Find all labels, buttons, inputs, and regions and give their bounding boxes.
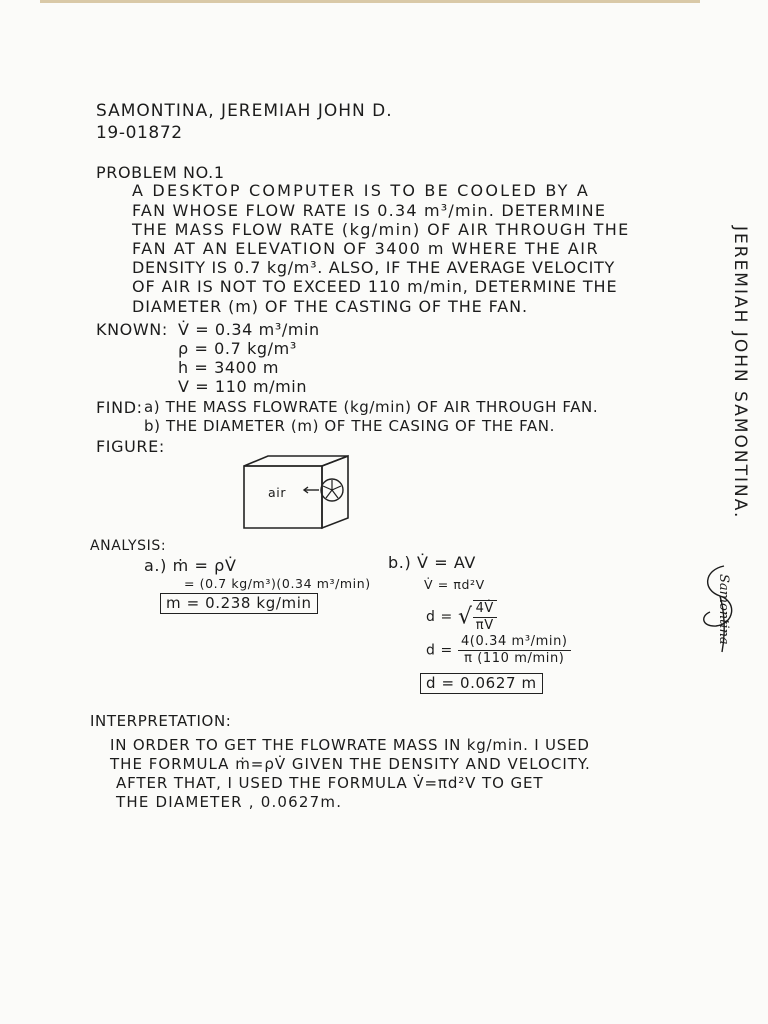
find-item-b: b) THE DIAMETER (m) OF THE CASING OF THE FAN. (144, 417, 555, 435)
figure-air-label: air (268, 485, 287, 500)
known-velocity: V = 110 m/min (178, 377, 308, 396)
find-label: FIND: (96, 398, 143, 417)
fraction-denominator: π (110 m/min) (464, 651, 565, 666)
interpretation-line-4: THE DIAMETER , 0.0627m. (116, 793, 343, 811)
analysis-a-substitution: = (0.7 kg/m³)(0.34 m³/min) (184, 576, 371, 591)
fraction-numerator: 4(0.34 m³/min) (458, 634, 571, 651)
problem-line-3: THE MASS FLOW RATE (kg/min) OF AIR THROUGH THE (132, 220, 630, 239)
interpretation-line-2: THE FORMULA ṁ=ρV̇ GIVEN THE DENSITY AND VELOCITY. (110, 755, 591, 773)
analysis-b-sqrt-fraction (473, 600, 497, 634)
analysis-b-formula-expanded: V̇ = πd²V (424, 577, 485, 592)
analysis-b-d-prefix-2: d = (426, 642, 453, 659)
paper-top-edge (40, 0, 700, 3)
problem-title: PROBLEM NO.1 (96, 163, 225, 182)
problem-line-1: A DESKTOP COMPUTER IS TO BE COOLED BY A (132, 181, 591, 200)
known-elevation: h = 3400 m (178, 358, 280, 377)
analysis-a-formula: a.) ṁ = ρV̇ (144, 556, 237, 575)
known-label: KNOWN: (96, 320, 168, 339)
problem-line-6: OF AIR IS NOT TO EXCEED 110 m/min, DETERMINE THE (132, 277, 618, 296)
analysis-b-substitution (426, 634, 571, 667)
fan-box-figure (238, 452, 358, 532)
figure-label: FIGURE: (96, 437, 165, 456)
known-density: ρ = 0.7 kg/m³ (178, 339, 297, 358)
signature-name: Samontina (716, 574, 731, 645)
analysis-label: ANALYSIS: (90, 538, 167, 554)
interpretation-line-1: IN ORDER TO GET THE FLOWRATE MASS IN kg/min. I USED (110, 736, 590, 754)
analysis-b-sqrt-expression (426, 600, 497, 634)
problem-line-5: DENSITY IS 0.7 kg/m³. ALSO, IF THE AVERAGE VELOCITY (132, 258, 616, 277)
sqrt-icon: √ (457, 604, 473, 630)
sqrt-numerator: 4V̇ (473, 601, 497, 618)
problem-line-2: FAN WHOSE FLOW RATE IS 0.34 m³/min. DETERMINE (132, 201, 607, 220)
known-flow-rate: V̇ = 0.34 m³/min (178, 320, 320, 339)
problem-line-4: FAN AT AN ELEVATION OF 3400 m WHERE THE AIR (132, 239, 600, 258)
analysis-a-result: m = 0.238 kg/min (160, 593, 318, 614)
analysis-b-result: d = 0.0627 m (420, 673, 543, 694)
analysis-b-fraction (458, 634, 571, 667)
problem-line-7: DIAMETER (m) OF THE CASTING OF THE FAN. (132, 297, 528, 316)
vertical-full-name: JEREMIAH JOHN SAMONTINA. (730, 226, 750, 520)
student-id: 19-01872 (96, 123, 183, 143)
analysis-b-d-prefix: d = (426, 609, 453, 625)
interpretation-label: INTERPRETATION: (90, 712, 232, 730)
analysis-b-formula: b.) V̇ = AV (388, 553, 476, 572)
sqrt-denominator: πV (475, 618, 494, 633)
find-item-a: a) THE MASS FLOWRATE (kg/min) OF AIR THROUGH FAN. (144, 398, 599, 416)
student-name: SAMONTINA, JEREMIAH JOHN D. (96, 101, 393, 121)
interpretation-line-3: AFTER THAT, I USED THE FORMULA V̇=πd²V TO GET (116, 774, 544, 792)
